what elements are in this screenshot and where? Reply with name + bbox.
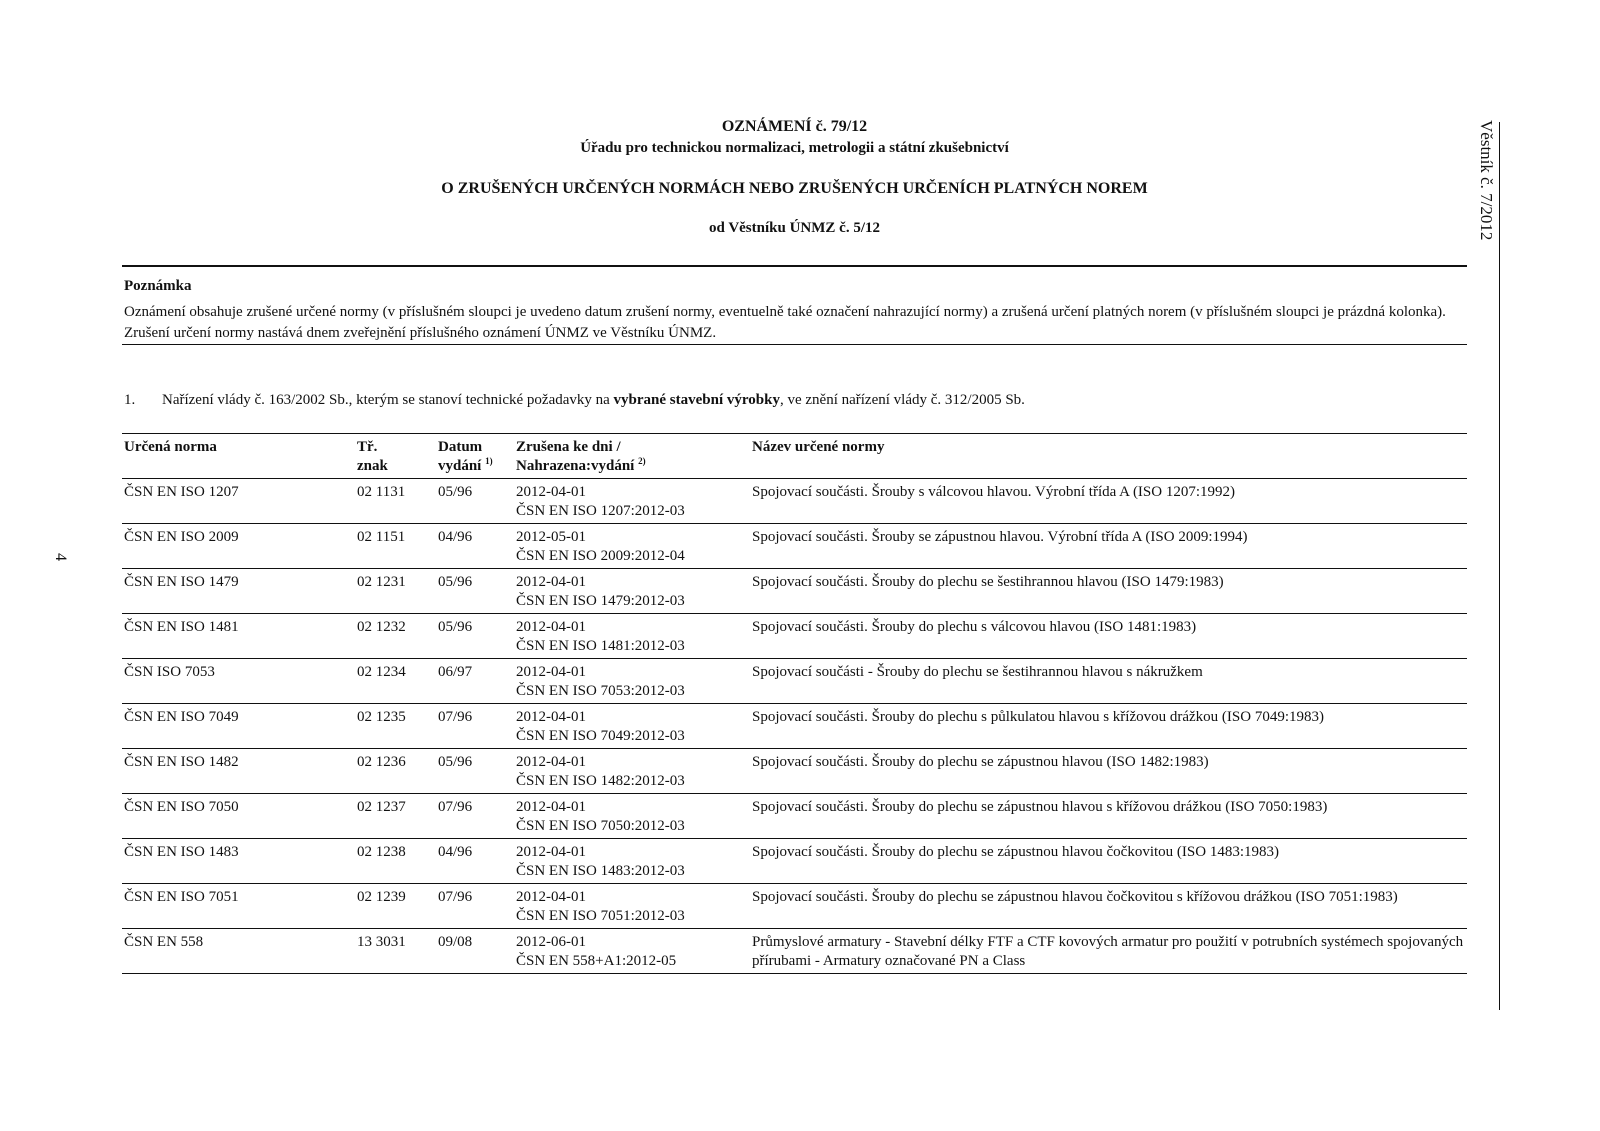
cancel-date: 2012-04-01: [516, 709, 586, 725]
cancel-date: 2012-06-01: [516, 934, 586, 950]
cell-class: 02 1131: [357, 484, 406, 500]
cell-name: Spojovací součásti. Šrouby do plechu se zápustnou hlavou (ISO 1482:1983): [752, 754, 1209, 770]
header-class-line2: znak: [357, 458, 388, 474]
cell-issue: 05/96: [438, 484, 473, 500]
standards-table: [122, 433, 1467, 974]
cell-class: 02 1236: [357, 754, 406, 770]
cell-issue: 05/96: [438, 754, 473, 770]
table-row: [122, 479, 1467, 524]
replacing-norm: ČSN EN ISO 7051:2012-03: [516, 908, 685, 924]
header-issue-line1: Datum: [438, 439, 483, 455]
cancel-date: 2012-04-01: [516, 664, 586, 680]
replacing-norm: ČSN EN ISO 1483:2012-03: [516, 863, 685, 879]
cell-class: 02 1151: [357, 529, 406, 545]
table-row: [122, 884, 1467, 929]
cell-norm: ČSN EN ISO 2009: [124, 529, 239, 545]
cancel-date: 2012-04-01: [516, 889, 586, 905]
replacing-norm: ČSN EN ISO 2009:2012-04: [516, 548, 685, 564]
replacing-norm: ČSN EN 558+A1:2012-05: [516, 953, 677, 969]
replacing-norm: ČSN EN ISO 7053:2012-03: [516, 683, 685, 699]
table-row: [122, 614, 1467, 659]
cell-name: Spojovací součásti. Šrouby se zápustnou hlavou. Výrobní třída A (ISO 2009:1994): [752, 529, 1248, 545]
cell-name: Spojovací součásti. Šrouby do plechu se šestihrannou hlavou (ISO 1479:1983): [752, 574, 1224, 590]
cell-norm: ČSN EN 558: [124, 934, 204, 950]
cell-issue: 07/96: [438, 889, 473, 905]
cell-class: 02 1237: [357, 799, 406, 815]
cell-replaced: [514, 614, 750, 659]
replacing-norm: ČSN EN ISO 1481:2012-03: [516, 638, 685, 654]
cell-name: Spojovací součásti. Šrouby do plechu se zápustnou hlavou čočkovitou (ISO 1483:1983): [752, 844, 1280, 860]
header-replaced-footnote: 2): [638, 456, 646, 466]
header-issue-line2: vydání: [438, 458, 482, 474]
cancel-date: 2012-04-01: [516, 484, 586, 500]
cell-norm: ČSN EN ISO 1481: [124, 619, 239, 635]
header-replaced-line2: Nahrazena:vydání: [516, 458, 635, 474]
cell-class: 02 1238: [357, 844, 406, 860]
table-row: [122, 749, 1467, 794]
note-title: Poznámka: [124, 278, 192, 294]
cancel-date: 2012-04-01: [516, 754, 586, 770]
cell-class: 13 3031: [357, 934, 406, 950]
cell-norm: ČSN EN ISO 1479: [124, 574, 239, 590]
header-name: Název určené normy: [752, 439, 885, 455]
cell-replaced: [514, 839, 750, 884]
cancel-date: 2012-04-01: [516, 844, 586, 860]
section-heading: [162, 392, 1025, 409]
header-class-line1: Tř.: [357, 439, 378, 455]
cell-name: Spojovací součásti. Šrouby do plechu s válcovou hlavou (ISO 1481:1983): [752, 619, 1197, 635]
cell-replaced: [514, 524, 750, 569]
cell-issue: 05/96: [438, 619, 473, 635]
cell-name: Průmyslové armatury - Stavební délky FTF a CTF kovových armatur pro použití v potrubních systémech spojovaných přírubami - Armatury označované PN a Class: [752, 934, 1464, 969]
document-since: od Věstníku ÚNMZ č. 5/12: [709, 220, 880, 236]
cell-norm: ČSN EN ISO 1207: [124, 484, 239, 500]
header-issue: [436, 434, 514, 479]
replacing-norm: ČSN EN ISO 1482:2012-03: [516, 773, 685, 789]
header-replaced-line1: Zrušena ke dni /: [516, 439, 621, 455]
table-row: [122, 929, 1467, 974]
cell-class: 02 1232: [357, 619, 406, 635]
cell-class: 02 1231: [357, 574, 406, 590]
sidebar-divider: [1499, 122, 1500, 1010]
cell-norm: ČSN EN ISO 1483: [124, 844, 239, 860]
header-class: [355, 434, 436, 479]
cell-issue: 07/96: [438, 709, 473, 725]
cell-replaced: [514, 479, 750, 524]
cell-replaced: [514, 749, 750, 794]
table-row: [122, 794, 1467, 839]
cell-norm: ČSN EN ISO 7050: [124, 799, 239, 815]
cancel-date: 2012-05-01: [516, 529, 586, 545]
cell-replaced: [514, 569, 750, 614]
table-row: [122, 524, 1467, 569]
replacing-norm: ČSN EN ISO 1479:2012-03: [516, 593, 685, 609]
cell-issue: 04/96: [438, 529, 473, 545]
cell-replaced: [514, 659, 750, 704]
table-row: [122, 839, 1467, 884]
table-row: [122, 704, 1467, 749]
cell-replaced: [514, 794, 750, 839]
cell-issue: 04/96: [438, 844, 473, 860]
document-issuer: Úřadu pro technickou normalizaci, metrologii a státní zkušebnictví: [580, 140, 1009, 156]
table-row: [122, 659, 1467, 704]
note-bottom-divider: [122, 344, 1467, 345]
cell-replaced: [514, 704, 750, 749]
cancel-date: 2012-04-01: [516, 574, 586, 590]
journal-sidebar-title: Věstník č. 7/2012: [1477, 120, 1496, 241]
table-header-row: [122, 434, 1467, 479]
table-row: [122, 569, 1467, 614]
page-number: 4: [52, 553, 69, 561]
cell-issue: 09/08: [438, 934, 473, 950]
cell-replaced: [514, 929, 750, 974]
cell-norm: ČSN EN ISO 7051: [124, 889, 239, 905]
section-text-bold: vybrané stavební výrobky: [613, 392, 780, 408]
cell-norm: ČSN EN ISO 1482: [124, 754, 239, 770]
note-text: Oznámení obsahuje zrušené určené normy (v příslušném sloupci je uvedeno datum zrušení normy, eventuelně také označení nahrazující normy) a zrušená určení platných norem (v příslušném sloupci je prázdná kolonka). Zrušení určení normy nastává dnem zveřejnění příslušného oznámení ÚNMZ ve Věstníku ÚNMZ.: [124, 304, 1446, 341]
cell-name: Spojovací součásti. Šrouby do plechu se zápustnou hlavou s křížovou drážkou (ISO 7050:1983): [752, 799, 1328, 815]
cell-issue: 06/97: [438, 664, 473, 680]
cell-name: Spojovací součásti - Šrouby do plechu se šestihrannou hlavou s nákružkem: [752, 664, 1203, 680]
cell-class: 02 1234: [357, 664, 406, 680]
cell-norm: ČSN ISO 7053: [124, 664, 215, 680]
document-title: OZNÁMENÍ č. 79/12: [721, 118, 868, 135]
cell-replaced: [514, 884, 750, 929]
cancel-date: 2012-04-01: [516, 619, 586, 635]
cell-issue: 07/96: [438, 799, 473, 815]
section-text-after: , ve znění nařízení vlády č. 312/2005 Sb.: [779, 392, 1025, 408]
header-replaced: [514, 434, 750, 479]
header-issue-footnote: 1): [485, 456, 493, 466]
section-number: 1.: [124, 392, 136, 408]
section-text-before: Nařízení vlády č. 163/2002 Sb., kterým se stanoví technické požadavky na: [162, 392, 614, 408]
cell-class: 02 1235: [357, 709, 406, 725]
replacing-norm: ČSN EN ISO 7050:2012-03: [516, 818, 685, 834]
cell-name: Spojovací součásti. Šrouby do plechu s půlkulatou hlavou s křížovou drážkou (ISO 7049:1983): [752, 709, 1325, 725]
replacing-norm: ČSN EN ISO 1207:2012-03: [516, 503, 685, 519]
note-top-divider: [122, 265, 1467, 267]
cancel-date: 2012-04-01: [516, 799, 586, 815]
cell-issue: 05/96: [438, 574, 473, 590]
header-norm: Určená norma: [124, 439, 217, 455]
cell-norm: ČSN EN ISO 7049: [124, 709, 239, 725]
cell-name: Spojovací součásti. Šrouby do plechu se zápustnou hlavou čočkovitou s křížovou drážkou (ISO 7051:1983): [752, 889, 1398, 905]
replacing-norm: ČSN EN ISO 7049:2012-03: [516, 728, 685, 744]
document-subject: O ZRUŠENÝCH URČENÝCH NORMÁCH NEBO ZRUŠENÝCH URČENÍCH PLATNÝCH NOREM: [441, 180, 1148, 197]
cell-class: 02 1239: [357, 889, 406, 905]
cell-name: Spojovací součásti. Šrouby s válcovou hlavou. Výrobní třída A (ISO 1207:1992): [752, 484, 1236, 500]
